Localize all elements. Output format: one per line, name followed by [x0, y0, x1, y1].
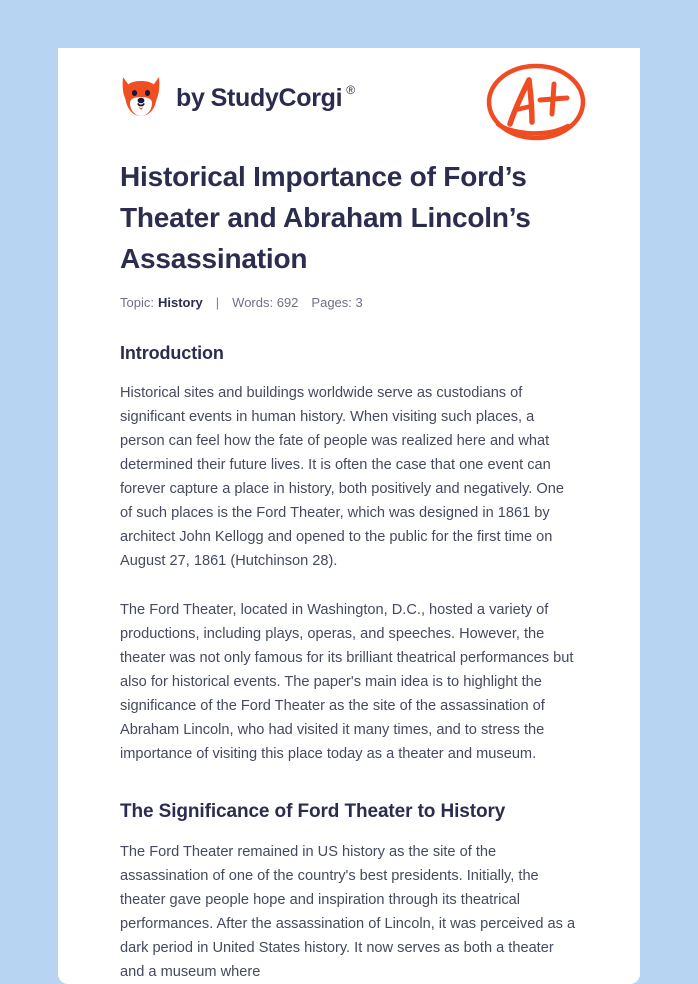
section-heading-introduction: Introduction: [120, 343, 224, 364]
document-meta-row: [120, 295, 580, 310]
registered-trademark-icon: ®: [346, 82, 355, 97]
meta-words: [232, 295, 298, 310]
meta-pages-value: 3: [355, 295, 363, 311]
brand-wordmark: [176, 82, 355, 112]
document-body: [58, 156, 640, 984]
section-heading-significance: The Significance of Ford Theater to History: [120, 801, 506, 823]
a-plus-circled-icon: [480, 58, 592, 146]
page-title: Historical Importance of Ford’s Theater and Abraham Lincoln’s Assassination: [120, 161, 531, 275]
paragraph: The Ford Theater, located in Washington, D.C., hosted a variety of productions, including plays, operas, and speeches. However, the theater was not only famous for its brilliant theatrical performances but also for historical events. The paper's main idea is to highlight the significance of the Ford Theater as the site of the assassination of Abraham Lincoln, who had visited it many times, and to stress the importance of visiting this place today as a theater and museum.: [120, 602, 574, 763]
document-page-sheet: [58, 48, 640, 984]
meta-words-label: Words:: [232, 295, 274, 311]
document-header: [58, 48, 640, 156]
meta-pages-label: Pages:: [311, 295, 352, 311]
meta-pages: [311, 295, 362, 310]
meta-topic-value[interactable]: History: [157, 295, 203, 311]
brand-prefix: by: [176, 83, 205, 112]
meta-separator: |: [215, 295, 220, 311]
studycorgi-brand-lockup[interactable]: [120, 75, 355, 121]
paragraph: Historical sites and buildings worldwide serve as custodians of significant events in human history. When visiting such places, a person can feel how the fate of people was realized here and what determined their future lives. It is often the case that one event can forever capture a place in history, both positively and negatively. One of such places is the Ford Theater, which was designed in 1861 by architect John Kellogg and opened to the public for the first time on August 27, 1861 (Hutchinson 28).: [120, 385, 565, 570]
corgi-head-icon: [120, 75, 162, 121]
meta-topic-label: Topic:: [120, 295, 154, 311]
meta-words-value: 692: [276, 295, 299, 311]
paragraph: The Ford Theater remained in US history as the site of the assassination of one of the country's best presidents. Initially, the theater gave people hope and inspiration through its theatrical performances. After the assassination of Lincoln, it was perceived as a dark period in United States history. It now serves as both a theater and a museum where: [120, 844, 576, 981]
brand-name: StudyCorgi: [210, 83, 343, 112]
